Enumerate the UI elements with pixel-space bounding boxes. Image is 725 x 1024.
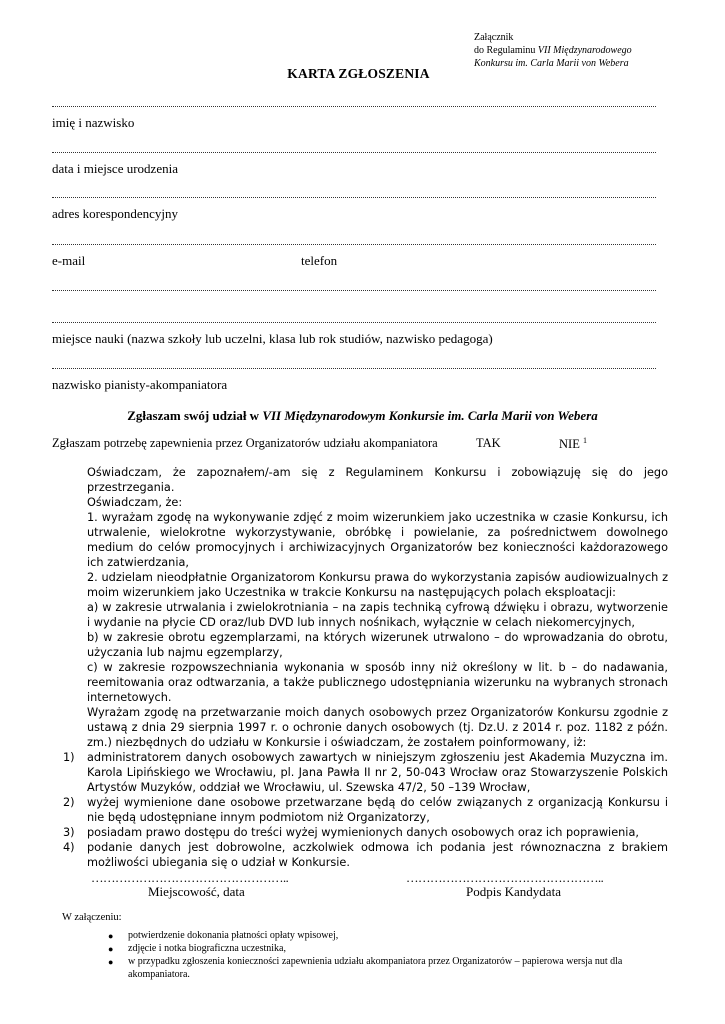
annex-line-2: do Regulaminu VII Międzynarodowego	[474, 45, 632, 56]
statement-regulations: Oświadczam, że zapoznałem/-am się z Regulaminem Konkursu i zobowiązuję się do jego przestrzegania.	[87, 466, 668, 494]
bullet-icon: ●	[108, 944, 114, 954]
school-input-line-1[interactable]	[52, 288, 656, 291]
statements-body	[63, 465, 668, 870]
accompanist-request: Zgłaszam potrzebę zapewnienia przez Organizatorów udziału akompaniatora	[52, 436, 438, 450]
attachments-list	[108, 929, 663, 981]
footnote-marker: 1	[582, 436, 587, 445]
name-input-line[interactable]	[52, 104, 656, 107]
list-item: 1) administratorem danych osobowych zawartych w niniejszym zgłoszeniu jest Akademia Muzyczna im. Karola Lipińskiego we Wrocławiu, pl. Jana Pawła II nr 2, 50-043 Wrocław oraz Stowarzyszenie Polskich Artystów Muzyków, oddział we Wrocławiu, ul. Szewska 47/2, 50 –139 Wrocław,	[63, 751, 668, 794]
statement-av-a: a) w zakresie utrwalania i zwielokrotniania – na zapis techniką cyfrową dźwięku i obrazu, wytworzenie i wydanie na płycie CD oraz/lub DVD lub innych nośnikach, wyłącznie w celach niekomercyjnych,	[87, 601, 668, 629]
contact-input-line[interactable]	[52, 242, 656, 245]
pianist-label: nazwisko pianisty-akompaniatora	[52, 377, 228, 392]
address-input-line[interactable]	[52, 195, 656, 198]
statement-data-consent: Wyrażam zgodę na przetwarzanie moich danych osobowych przez Organizatorów Konkursu zgodnie z ustawą z dnia 29 sierpnia 1997 r. o ochronie danych osobowych (tj. Dz.U. z 2014 r. poz. 1182 z późn. zm.) niezbędnych do udziału w Konkursie i oświadczam, że zostałem poinformowany, iż:	[87, 706, 668, 749]
attachments-heading: W załączeniu:	[62, 912, 122, 923]
page-title: KARTA ZGŁOSZENIA	[287, 66, 430, 81]
annex-note	[474, 31, 632, 70]
annex-line-1: Załącznik	[474, 32, 514, 43]
list-item: ● w przypadku zgłoszenia konieczności zapewnienia udziału akompaniatora przez Organizatorów – papierowa wersja nut dla akompaniatora.	[108, 956, 623, 980]
statement-av-c: c) w zakresie rozpowszechniania wykonania w sposób inny niż określony w lit. b – do nadawania, reemitowania oraz odtwarzania, a także publicznego udostępniania wizerunku na wybranych stronach internetowych.	[87, 661, 668, 704]
school-input-line-2[interactable]	[52, 320, 656, 323]
signature-label: Podpis Kandydata	[466, 884, 561, 899]
list-item: 4) podanie danych jest dobrowolne, aczkolwiek odmowa ich podania jest równoznaczna z brakiem możliwości ubiegania się o udział w Konkursie.	[63, 841, 668, 869]
list-item: ● potwierdzenie dokonania płatności opłaty wpisowej,	[108, 930, 339, 941]
phone-label: telefon	[301, 253, 338, 268]
gdpr-list	[63, 750, 668, 870]
list-item: 2) wyżej wymienione dane osobowe przetwarzane będą do celów związanych z organizacją Konkursu i nie będą udostępniane innym podmiotom niż Organizatorzy,	[63, 796, 668, 824]
address-label: adres korespondencyjny	[52, 206, 178, 221]
list-item: ● zdjęcie i notka biograficzna uczestnika,	[108, 943, 286, 954]
bullet-icon: ●	[108, 957, 114, 967]
statement-intro: Oświadczam, że:	[87, 496, 183, 509]
email-label: e-mail	[52, 253, 86, 268]
accompanist-yes-option[interactable]: TAK	[476, 436, 501, 450]
birth-label: data i miejsce urodzenia	[52, 161, 178, 176]
participation-declaration: Zgłaszam swój udział w VII Międzynarodowym Konkursie im. Carla Marii von Webera	[127, 408, 598, 423]
pianist-input-line[interactable]	[52, 366, 656, 369]
statement-av-b: b) w zakresie obrotu egzemplarzami, na których wizerunek utrwalono – do wprowadzania do obrotu, użyczania lub najmu egzemplarzy,	[87, 631, 668, 659]
bullet-icon: ●	[108, 931, 114, 941]
place-date-label: Miejscowość, data	[148, 884, 245, 899]
signature-line[interactable]: …………………………………………..	[406, 871, 604, 885]
accompanist-no-option[interactable]: NIE $^1$	[559, 436, 587, 452]
school-label: miejsce nauki (nazwa szkoły lub uczelni, klasa lub rok studiów, nazwisko pedagoga)	[52, 331, 493, 346]
place-date-line[interactable]: …………………………………………..	[91, 871, 289, 885]
name-label: imię i nazwisko	[52, 115, 135, 130]
statement-photo-consent: 1. wyrażam zgodę na wykonywanie zdjęć z moim wizerunkiem jako uczestnika w czasie Konkursu, ich utrwalenie, wielokrotne wykorzystywanie, obróbkę i powielanie, za pośrednictwem dowolnego medium do celów promocyjnych i archiwizacyjnych Organizatorów bez konieczności każdorazowego ich zatwierdzania,	[87, 511, 668, 569]
statement-av-rights: 2. udzielam nieodpłatnie Organizatorom Konkursu prawa do wykorzystania zapisów audiowizualnych z moim wizerunkiem jako Uczestnika w trakcie Konkursu na następujących polach eksploatacji:	[87, 571, 668, 599]
annex-line-3: Konkursu im. Carla Marii von Webera	[474, 58, 629, 69]
birth-input-line[interactable]	[52, 150, 656, 153]
list-item: 3) posiadam prawo dostępu do treści wyżej wymienionych danych osobowych oraz ich poprawienia,	[63, 826, 639, 839]
